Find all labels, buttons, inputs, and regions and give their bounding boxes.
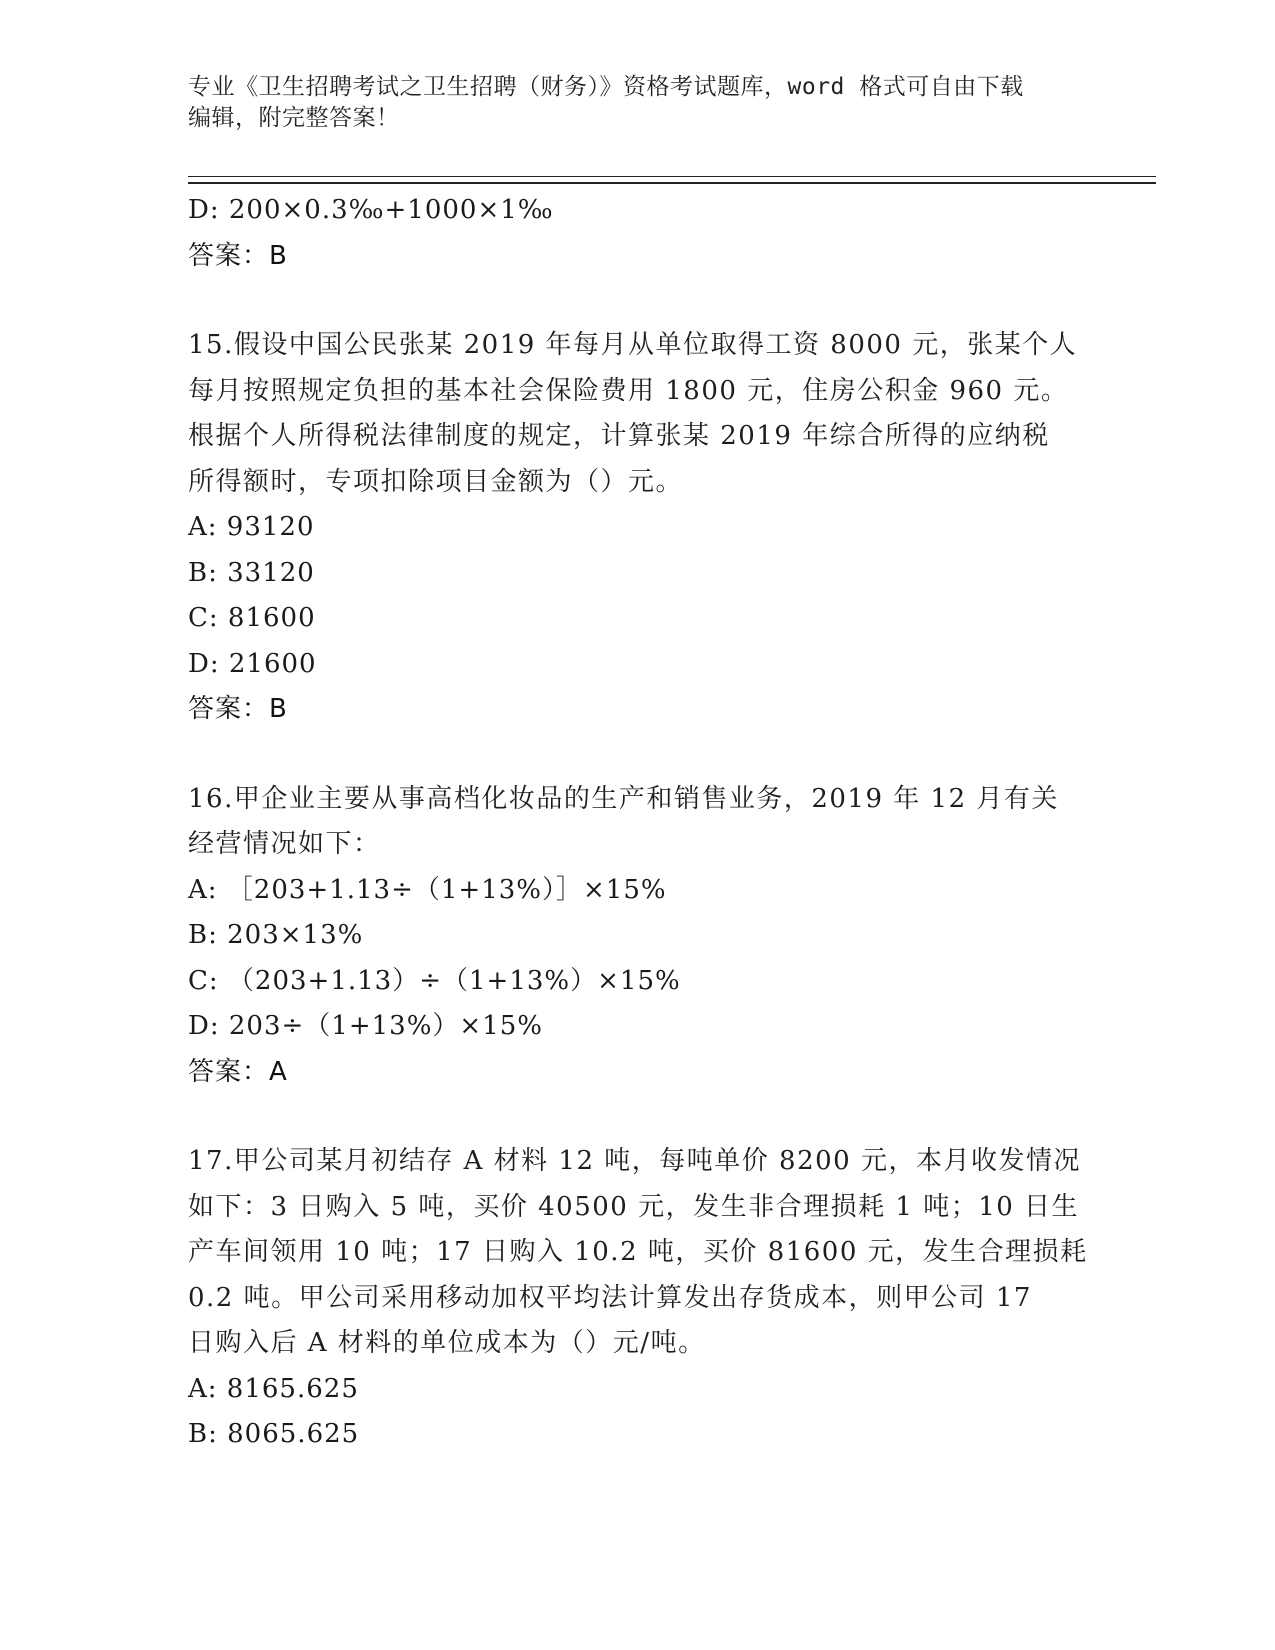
question-content <box>188 188 1088 1458</box>
option-b: B: 33120 <box>188 557 315 588</box>
option-b: B: 203×13% <box>188 920 364 950</box>
question-15 <box>188 323 1088 733</box>
answer-label: 答案：A <box>188 1056 288 1087</box>
question-text-line: 15.假设中国公民张某 2019 年每月从单位取得工资 8000 元，张某个人 <box>188 330 1078 360</box>
page-header <box>188 72 1068 134</box>
option-a: A: ［203+1.13÷（1+13%）］×15% <box>188 874 667 905</box>
question-17 <box>188 1139 1088 1458</box>
answer-label: 答案：B <box>188 694 288 724</box>
spacer <box>188 1095 1088 1139</box>
option-c: C: （203+1.13）÷（1+13%）×15% <box>188 965 681 996</box>
question-text-line: 日购入后 A 材料的单位成本为（）元/吨。 <box>188 1328 706 1358</box>
option-d: D: 203÷（1+13%）×15% <box>188 1011 543 1041</box>
question-text-line: 如下：3 日购入 5 吨，买价 40500 元，发生非合理损耗 1 吨；10 日生 <box>188 1191 1080 1222</box>
option-a: A: 93120 <box>188 512 315 542</box>
prev-answer: 答案：B <box>188 240 288 271</box>
option-b: B: 8065.625 <box>188 1419 360 1449</box>
question-text-line: 产车间领用 10 吨；17 日购入 10.2 吨，买价 81600 元，发生合理损耗 <box>188 1237 1088 1267</box>
option-a: A: 8165.625 <box>188 1373 359 1404</box>
option-d: D: 21600 <box>188 648 317 679</box>
spacer <box>188 279 1088 323</box>
question-text-line: 根据个人所得税法律制度的规定，计算张某 2019 年综合所得的应纳税 <box>188 421 1050 451</box>
spacer <box>188 733 1088 777</box>
header-line-2: 编辑，附完整答案！ <box>188 105 400 131</box>
question-16 <box>188 777 1088 1096</box>
question-text-line: 0.2 吨。甲公司采用移动加权平均法计算发出存货成本，则甲公司 17 <box>188 1282 1032 1313</box>
prev-option-d: D: 200×0.3‰+1000×1‰ <box>188 195 554 225</box>
header-line-1: 专业《卫生招聘考试之卫生招聘（财务）》资格考试题库，word 格式可自由下载 <box>188 74 1024 100</box>
question-text-line: 17.甲公司某月初结存 A 材料 12 吨，每吨单价 8200 元，本月收发情况 <box>188 1146 1081 1176</box>
option-c: C: 81600 <box>188 603 316 633</box>
question-text-line: 所得额时，专项扣除项目金额为（）元。 <box>188 466 684 497</box>
header-divider <box>188 176 1156 184</box>
question-text-line: 每月按照规定负担的基本社会保险费用 1800 元，住房公积金 960 元。 <box>188 375 1069 406</box>
question-text-line: 经营情况如下： <box>188 829 381 859</box>
question-text-line: 16.甲企业主要从事高档化妆品的生产和销售业务，2019 年 12 月有关 <box>188 783 1059 814</box>
